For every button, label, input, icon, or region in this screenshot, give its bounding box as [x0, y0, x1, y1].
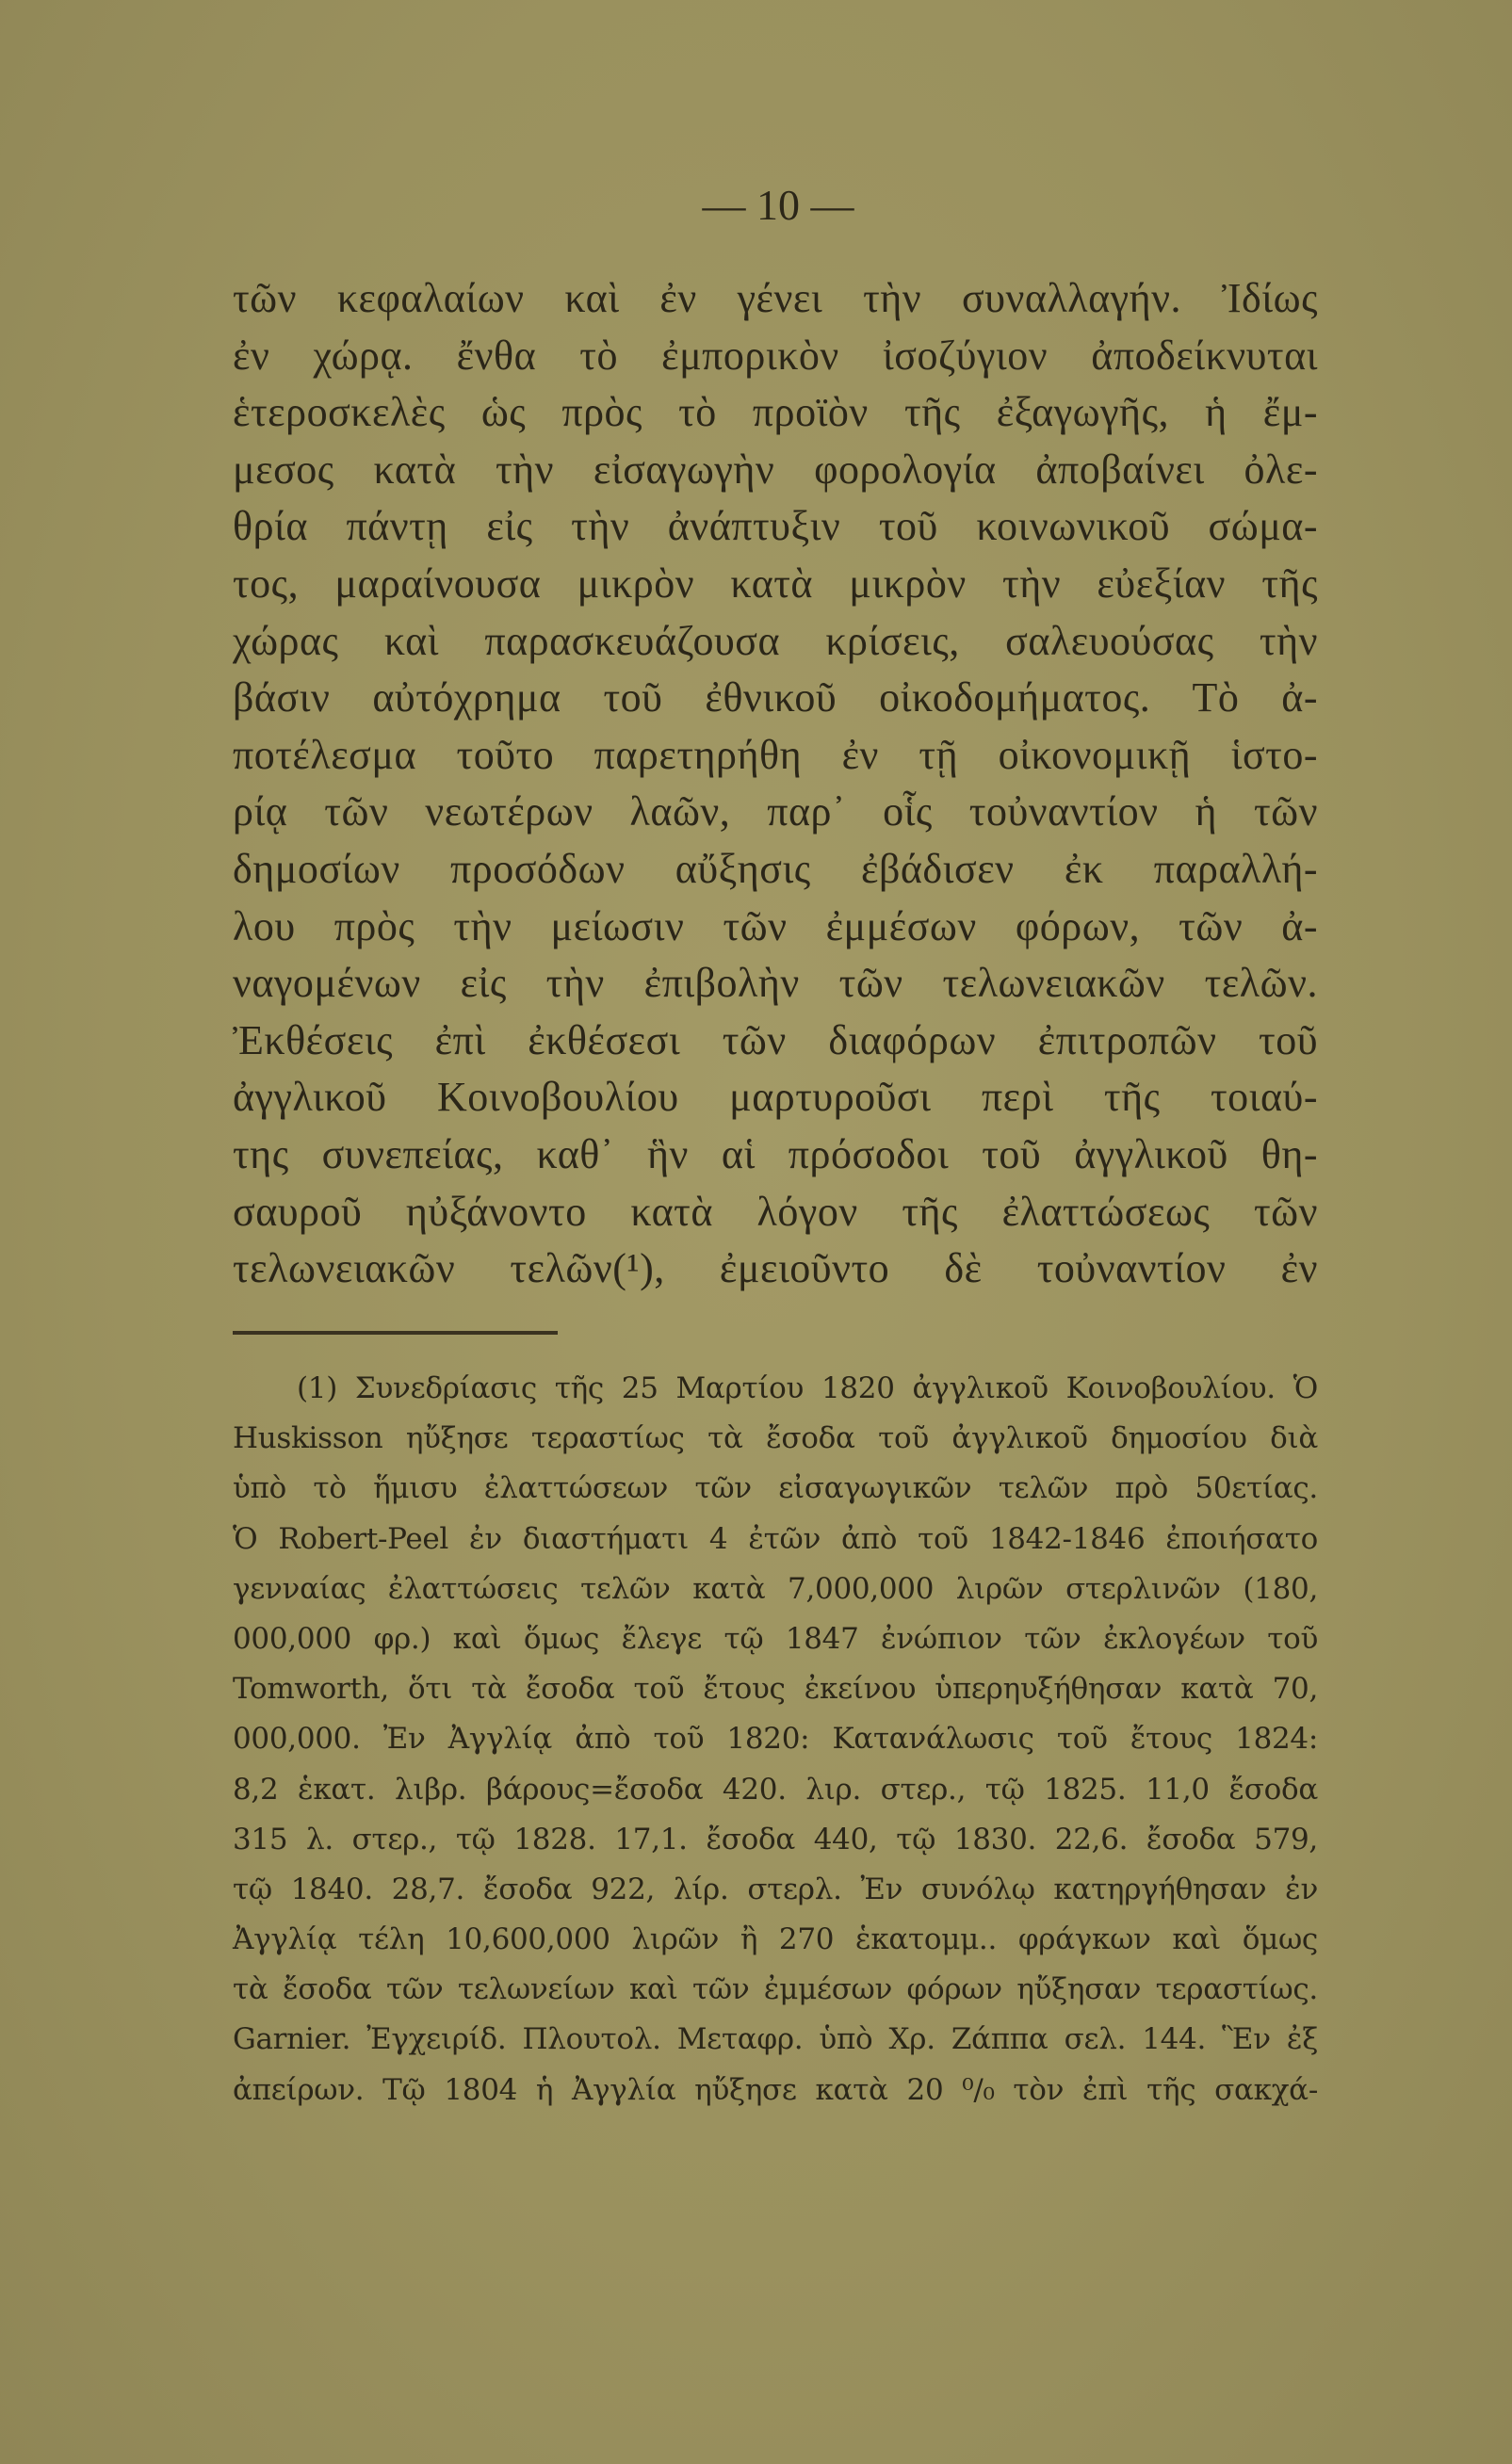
text-line: της συνεπείας, καθ᾿ ἣν αἱ πρόσοδοι τοῦ ἀγγλικοῦ θη-	[233, 1130, 1318, 1177]
footnote-divider	[233, 1331, 558, 1335]
text-line: τῶν κεφαλαίων καὶ ἐν γένει τὴν συναλλαγήν. Ἰδίως	[233, 275, 1318, 321]
footnote-line: 8,2 ἑκατ. λιβρ. βάρους=ἔσοδα 420. λιρ. στερ., τῷ 1825. 11,0 ἔσοδα	[233, 1772, 1318, 1807]
text-line: τελωνειακῶν τελῶν(¹), ἐμειοῦντο δὲ τοὐναντίον ἐν	[233, 1245, 1318, 1292]
text-line: βάσιν αὐτόχρημα τοῦ ἐθνικοῦ οἰκοδομήματος. Τὸ ἀ-	[233, 674, 1318, 721]
text-line: μεσος κατὰ τὴν εἰσαγωγὴν φορολογία ἀποβαίνει ὀλε-	[233, 446, 1318, 493]
page-number: — 10 —	[702, 181, 854, 229]
footnote-line: 315 λ. στερ., τῷ 1828. 17,1. ἔσοδα 440, τῷ 1830. 22,6. ἔσοδα 579,	[233, 1822, 1318, 1856]
text-line: ἐν χώρᾳ. ἔνθα τὸ ἐμπορικὸν ἰσοζύγιον ἀποδείκνυται	[233, 332, 1318, 379]
footnote-line: Ὁ Robert-Peel ἐν διαστήματι 4 ἐτῶν ἀπὸ τοῦ 1842-1846 ἐποιήσατο	[233, 1521, 1318, 1556]
footnote-line: τῷ 1840. 28,7. ἔσοδα 922, λίρ. στερλ. Ἐν συνόλῳ κατηργήθησαν ἐν	[233, 1872, 1318, 1906]
main-text	[233, 270, 1318, 1298]
text-line: ναγομένων εἰς τὴν ἐπιβολὴν τῶν τελωνειακῶν τελῶν.	[233, 960, 1318, 1007]
text-line: ἑτεροσκελὲς ὡς πρὸς τὸ προϊὸν τῆς ἐξαγωγῆς, ἡ ἔμ-	[233, 389, 1318, 436]
text-line: θρία πάντῃ εἰς τὴν ἀνάπτυξιν τοῦ κοινωνικοῦ σώμα-	[233, 503, 1318, 550]
footnote-line: γενναίας ἐλαττώσεις τελῶν κατὰ 7,000,000 λιρῶν στερλινῶν (180,	[233, 1571, 1318, 1606]
footnote-line: (1) Συνεδρίασις τῆς 25 Μαρτίου 1820 ἀγγλικοῦ Κοινοβουλίου. Ὁ	[297, 1371, 1318, 1405]
text-line: σαυροῦ ηὐξάνοντο κατὰ λόγον τῆς ἐλαττώσεως τῶν	[233, 1188, 1318, 1235]
footnote-line: ἀπείρων. Τῷ 1804 ἡ Ἀγγλία ηὔξησε κατὰ 20 ⁰/₀ τὸν ἐπὶ τῆς σακχά-	[233, 2072, 1318, 2107]
footnote	[233, 1364, 1318, 2115]
text-line: ρίᾳ τῶν νεωτέρων λαῶν, παρ᾿ οἷς τοὐναντίον ἡ τῶν	[233, 788, 1318, 835]
footnote-line: Tomworth, ὅτι τὰ ἔσοδα τοῦ ἔτους ἐκείνου ὑπερηυξήθησαν κατὰ 70,	[233, 1672, 1318, 1707]
footnote-line: Huskisson ηὔξησε τεραστίως τὰ ἔσοδα τοῦ ἀγγλικοῦ δημοσίου διὰ	[233, 1421, 1318, 1456]
text-line: τος, μαραίνουσα μικρὸν κατὰ μικρὸν τὴν εὐεξίαν τῆς	[233, 559, 1318, 607]
text-line: ἀγγλικοῦ Κοινοβουλίου μαρτυροῦσι περὶ τῆς τοιαύ-	[233, 1074, 1318, 1121]
footnote-line: Garnier. Ἐγχειρίδ. Πλουτολ. Μεταφρ. ὑπὸ Χρ. Ζάππα σελ. 144. Ἓν ἐξ	[233, 2022, 1318, 2057]
footnote-line: ὑπὸ τὸ ἥμισυ ἐλαττώσεων τῶν εἰσαγωγικῶν τελῶν πρὸ 50ετίας.	[233, 1471, 1318, 1506]
text-line: δημοσίων προσόδων αὔξησις ἐβάδισεν ἐκ παραλλή-	[233, 845, 1318, 892]
footnote-line: 000,000. Ἐν Ἀγγλίᾳ ἀπὸ τοῦ 1820: Κατανάλωσις τοῦ ἔτους 1824:	[233, 1722, 1318, 1757]
text-line: ποτέλεσμα τοῦτο παρετηρήθη ἐν τῇ οἰκονομικῇ ἱστο-	[233, 731, 1318, 778]
text-line: λου πρὸς τὴν μείωσιν τῶν ἐμμέσων φόρων, τῶν ἀ-	[233, 902, 1318, 949]
footnote-line: τὰ ἔσοδα τῶν τελωνείων καὶ τῶν ἐμμέσων φόρων ηὔξησαν τεραστίως.	[233, 1972, 1318, 2007]
footnote-line: 000,000 φρ.) καὶ ὅμως ἔλεγε τῷ 1847 ἐνώπιον τῶν ἐκλογέων τοῦ	[233, 1621, 1318, 1656]
text-line: χώρας καὶ παρασκευάζουσα κρίσεις, σαλευούσας τὴν	[233, 617, 1318, 664]
footnote-line: Ἀγγλίᾳ τέλη 10,600,000 λιρῶν ἢ 270 ἑκατομμ.. φράγκων καὶ ὅμως	[233, 1922, 1318, 1957]
text-line: Ἐκθέσεις ἐπὶ ἐκθέσεσι τῶν διαφόρων ἐπιτροπῶν τοῦ	[233, 1016, 1318, 1063]
